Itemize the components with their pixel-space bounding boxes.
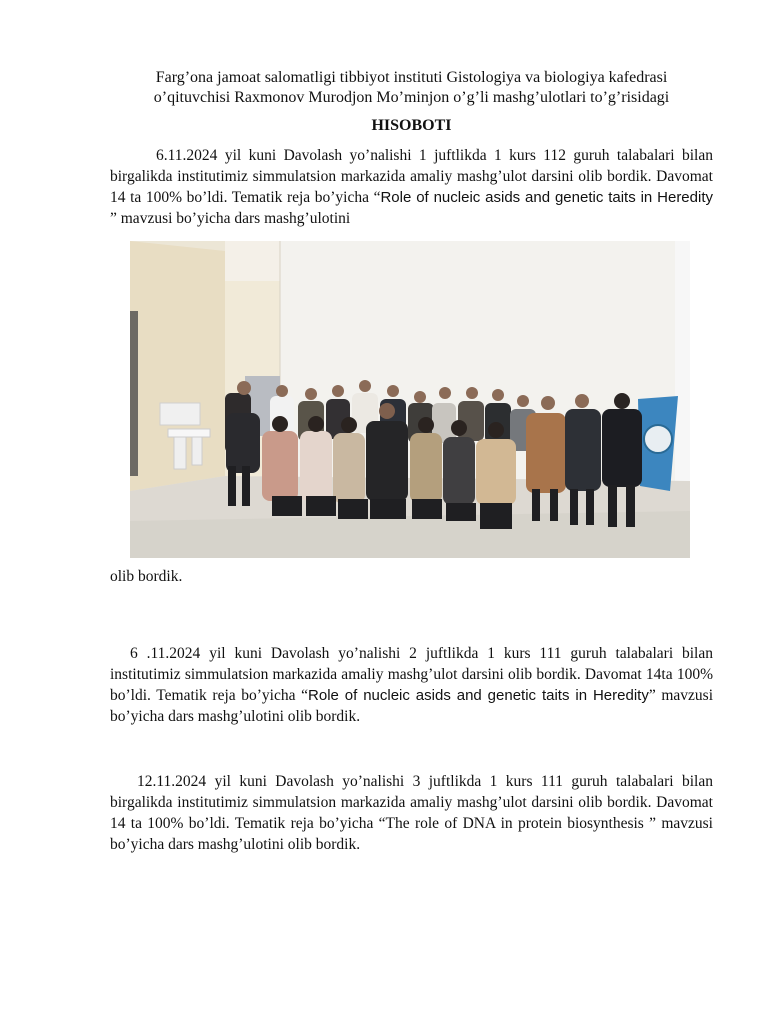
group-photo-image	[130, 241, 690, 558]
paragraph-1-topic: Role of nucleic asids and genetic taits in Heredity	[380, 189, 713, 206]
paragraph-3: 12.11.2024 yil kuni Davolash yo’nalishi 3 juftlikda 1 kurs 111 guruh talabalari bilan birgalikda institutimiz simmulatsion markazida amaliy mashg’ulot darsini olib bordik. Davomat 14 ta 100% bo’ldi. Tematik reja bo’yicha “The role of DNA in protein biosynthesis ” mavzusi bo’yicha dars mashg’ulotini olib bordik.	[110, 772, 713, 853]
paragraph-2	[110, 643, 713, 727]
heading-line-1: Farg’ona jamoat salomatligi tibbiyot instituti Gistologiya va biologiya kafedrasi	[155, 69, 668, 86]
paragraph-1-text-a: 6.11.2024 yil kuni Davolash yo’nalishi 1 juftlikda 1 kurs 112 guruh talabalari bilan birgalikda institutimiz simmulatsion markazida amaliy mashg’ulot darsini olib bordik. Davomat 14 ta 100% bo’ldi. Tematik reja bo’yicha “	[110, 147, 713, 206]
paragraph-2-text-b: ” mavzusi bo’yicha dars mashg’ulotini olib bordik.	[110, 686, 713, 725]
document-page	[110, 68, 713, 855]
paragraph-2-text-a: 6 .11.2024 yil kuni Davolash yo’nalishi 2 juftlikda 1 kurs 111 guruh talabalari bilan institutimiz simmulatsion markazida amaliy mashg’ulot darsini olib bordik. Davomat 14ta 100% bo’ldi. Tematik reja bo’yicha “	[110, 644, 713, 704]
document-title: HISOBOTI	[371, 117, 452, 134]
heading-line-2: o’qituvchisi Raxmonov Murodjon Mo’minjon o’g’li mashg’ulotlari to’g’risidagi	[153, 89, 670, 106]
paragraph-1-continued: olib bordik.	[110, 568, 183, 585]
paragraph-1	[110, 145, 713, 229]
paragraph-1-text-b: ” mavzusi bo’yicha dars mashg’ulotini	[110, 210, 351, 227]
group-photo	[130, 241, 690, 558]
paragraph-2-topic: Role of nucleic asids and genetic taits in Heredity	[308, 686, 649, 704]
